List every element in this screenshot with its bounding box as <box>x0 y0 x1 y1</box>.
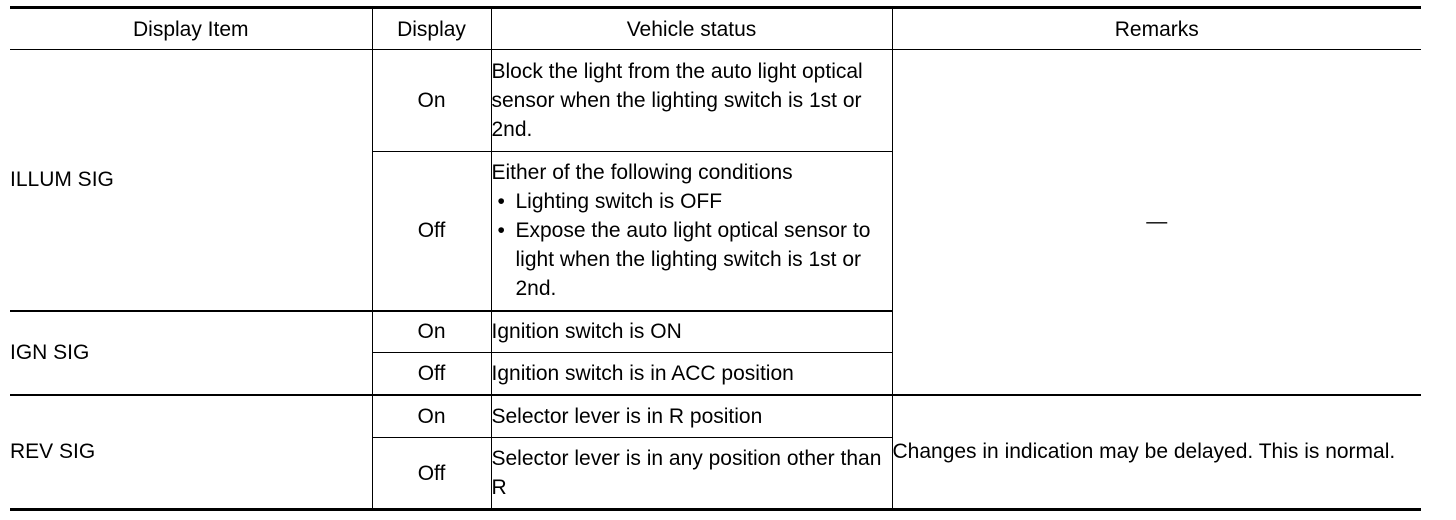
display-value-ign-on: On <box>372 311 491 353</box>
remark-shared-dash <box>892 50 1421 395</box>
display-value-illum-off: Off <box>372 152 491 311</box>
list-item: • Lighting switch is OFF <box>492 187 892 216</box>
display-value-illum-on: On <box>372 50 491 152</box>
remark-dash-text: — <box>1146 210 1168 234</box>
header-row <box>10 8 1421 50</box>
status-ign-on: Ignition switch is ON <box>491 311 892 353</box>
header-display: Display <box>372 8 491 50</box>
list-item: • Expose the auto light optical sensor to light when the lighting switch is 1st or 2nd. <box>492 216 892 303</box>
status-illum-on: Block the light from the auto light optical sensor when the lighting switch is 1st or 2nd. <box>491 50 892 152</box>
status-rev-off: Selector lever is in any position other than R <box>491 438 892 510</box>
table-row-illum-on <box>10 50 1421 152</box>
item-ign-sig: IGN SIG <box>10 311 372 395</box>
header-display-item: Display Item <box>10 8 372 50</box>
remark-rev-sig: Changes in indication may be delayed. This is normal. <box>892 395 1421 510</box>
display-value-rev-on: On <box>372 395 491 438</box>
status-illum-off-bullets <box>492 187 892 303</box>
status-illum-off <box>491 152 892 311</box>
header-remarks: Remarks <box>892 8 1421 50</box>
status-rev-on: Selector lever is in R position <box>491 395 892 438</box>
spec-table-container <box>10 6 1421 511</box>
status-illum-off-intro: Either of the following conditions <box>491 161 793 185</box>
table-row-rev-on <box>10 395 1421 438</box>
status-ign-off: Ignition switch is in ACC position <box>491 353 892 395</box>
display-value-ign-off: Off <box>372 353 491 395</box>
item-rev-sig: REV SIG <box>10 395 372 510</box>
display-value-rev-off: Off <box>372 438 491 510</box>
item-illum-sig: ILLUM SIG <box>10 50 372 311</box>
header-vehicle-status: Vehicle status <box>491 8 892 50</box>
display-item-table <box>10 6 1421 511</box>
